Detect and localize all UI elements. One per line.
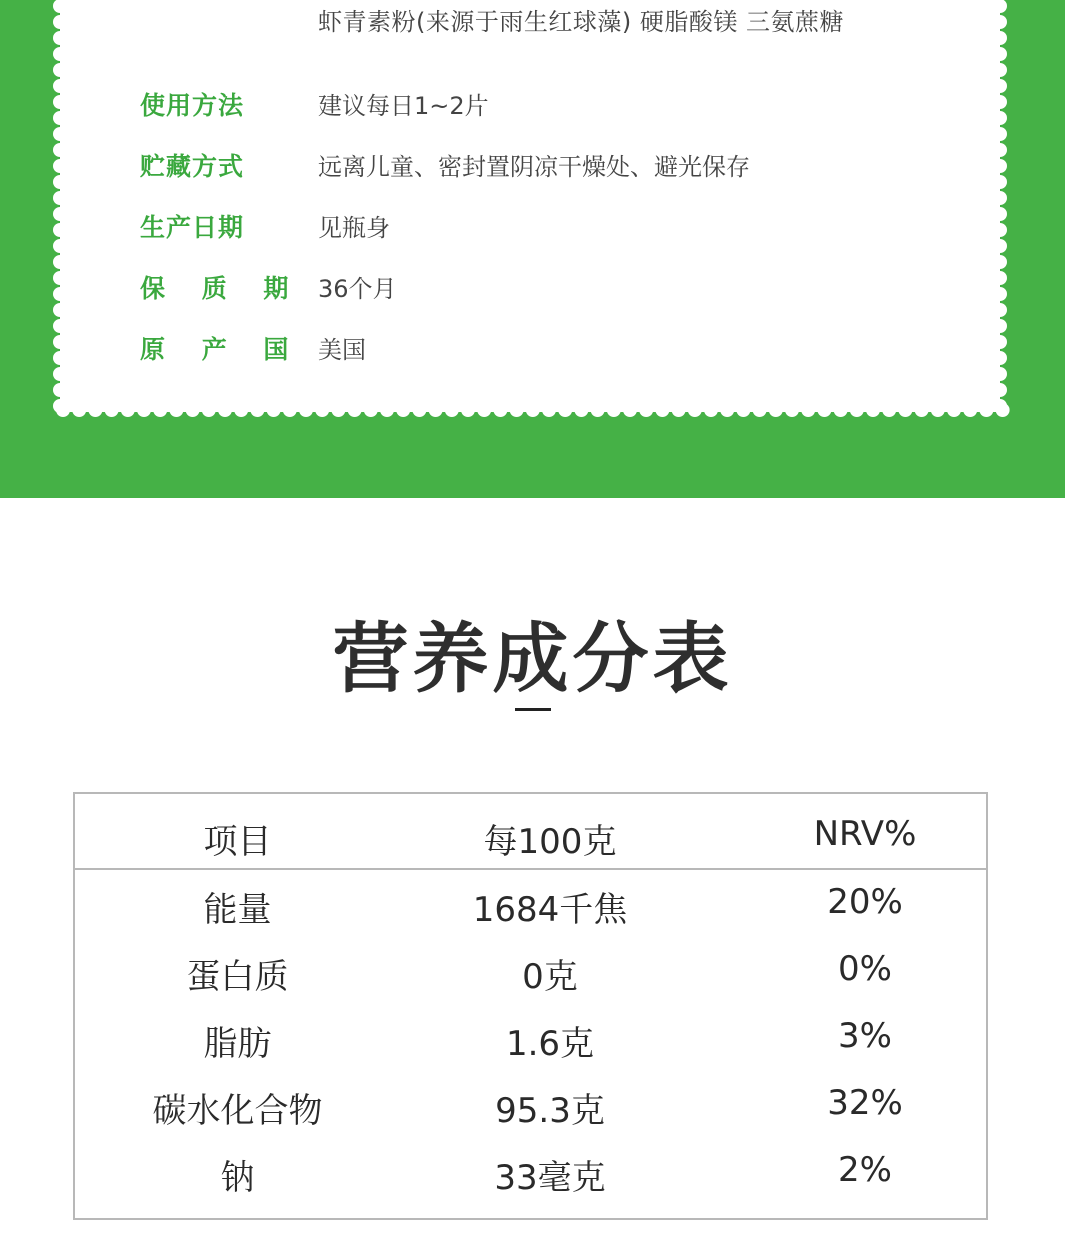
scallop-dot [283, 403, 297, 417]
info-value: 美国 [318, 336, 366, 364]
scallop-dot [931, 403, 945, 417]
scallop-dot [639, 403, 653, 417]
scallop-dot [299, 403, 313, 417]
scallop-dot [655, 403, 669, 417]
row-item: 蛋白质 [186, 957, 289, 997]
table-row [75, 1138, 986, 1205]
row-item: 能量 [203, 890, 272, 930]
row-nrv: 0% [838, 949, 892, 989]
scallop-dot [947, 403, 961, 417]
title-divider [515, 708, 551, 711]
scallop-dot [72, 403, 86, 417]
scallop-dot [574, 403, 588, 417]
scallop-dot [396, 403, 410, 417]
scallop-dot [704, 403, 718, 417]
scallop-dot [801, 403, 815, 417]
scallop-dot [137, 403, 151, 417]
info-label: 原 产 国 [140, 335, 303, 364]
scallop-dot [202, 403, 216, 417]
scallop-dot [493, 403, 507, 417]
info-row-usage [0, 86, 1065, 126]
row-per100g: 33毫克 [494, 1158, 606, 1198]
ingredients-text: 虾青素粉(来源于雨生红球藻) 硬脂酸镁 三氨蔗糖 [318, 8, 844, 36]
row-per100g: 1684千焦 [472, 890, 628, 930]
scallop-dot [769, 403, 783, 417]
row-nrv: 3% [838, 1016, 892, 1056]
table-row [75, 1071, 986, 1138]
scallop-dot [380, 403, 394, 417]
scallop-dot [186, 403, 200, 417]
row-per100g: 1.6克 [505, 1024, 595, 1064]
scallop-dot [736, 403, 750, 417]
info-row-origin [0, 330, 1065, 370]
row-item: 钠 [220, 1158, 255, 1198]
row-nrv: 2% [838, 1150, 892, 1190]
row-item: 脂肪 [203, 1024, 272, 1064]
header-nrv: NRV% [813, 814, 917, 854]
scallop-dot [526, 403, 540, 417]
table-header [75, 794, 986, 870]
table-row [75, 937, 986, 1004]
table-row [75, 1004, 986, 1071]
scallop-dot [218, 403, 232, 417]
scallop-dot [510, 403, 524, 417]
scallop-dot [785, 403, 799, 417]
scallop-dot [607, 403, 621, 417]
scallop-dot [331, 403, 345, 417]
info-label: 保 质 期 [140, 274, 303, 303]
info-row-production-date [0, 208, 1065, 248]
scallop-dot [623, 403, 637, 417]
scallop-dot [882, 403, 896, 417]
scallop-dot [817, 403, 831, 417]
scallop-dot [445, 403, 459, 417]
scallop-dot [996, 403, 1010, 417]
scallop-dot [688, 403, 702, 417]
info-value: 建议每日1~2片 [318, 92, 489, 120]
scallop-dot [979, 403, 993, 417]
scallop-dot [672, 403, 686, 417]
info-label: 生产日期 [140, 213, 245, 242]
info-row-shelf-life [0, 269, 1065, 309]
scallop-dot [267, 403, 281, 417]
table-row [75, 870, 986, 937]
scallop-dot [169, 403, 183, 417]
scallop-dot [121, 403, 135, 417]
scallop-dot [364, 403, 378, 417]
scallop-dot [429, 403, 443, 417]
scallop-dot [834, 403, 848, 417]
scallop-dot [963, 403, 977, 417]
row-nrv: 32% [827, 1083, 903, 1123]
scallop-dot [315, 403, 329, 417]
scallop-dot [850, 403, 864, 417]
scallop-dot [558, 403, 572, 417]
header-per100g: 每100克 [483, 822, 617, 862]
scallop-dot [88, 403, 102, 417]
scallop-dot [234, 403, 248, 417]
row-item: 碳水化合物 [152, 1091, 323, 1131]
scallop-dot [753, 403, 767, 417]
scallop-dot [105, 403, 119, 417]
scallop-dot [898, 403, 912, 417]
scallop-dot [915, 403, 929, 417]
info-value: 见瓶身 [318, 214, 390, 242]
info-row-storage [0, 147, 1065, 187]
row-nrv: 20% [827, 882, 903, 922]
scallop-dot [866, 403, 880, 417]
scallop-dot [461, 403, 475, 417]
scallop-dot [250, 403, 264, 417]
scallop-dot [348, 403, 362, 417]
scallop-dot [542, 403, 556, 417]
nutrition-table [73, 792, 988, 1220]
scallop-dot [56, 403, 70, 417]
header-item: 项目 [203, 822, 272, 862]
nutrition-section-title: 营养成分表 [332, 614, 733, 703]
scallop-dot [720, 403, 734, 417]
scallop-dot [153, 403, 167, 417]
card-bottom-scallop-edge [55, 400, 1010, 422]
row-per100g: 95.3克 [495, 1091, 605, 1131]
row-per100g: 0克 [522, 957, 578, 997]
info-value: 远离儿童、密封置阴凉干燥处、避光保存 [318, 153, 750, 181]
scallop-dot [412, 403, 426, 417]
scallop-dot [477, 403, 491, 417]
info-label: 贮藏方式 [140, 152, 245, 181]
info-label: 使用方法 [140, 91, 245, 120]
scallop-dot [591, 403, 605, 417]
info-value: 36个月 [318, 275, 397, 303]
